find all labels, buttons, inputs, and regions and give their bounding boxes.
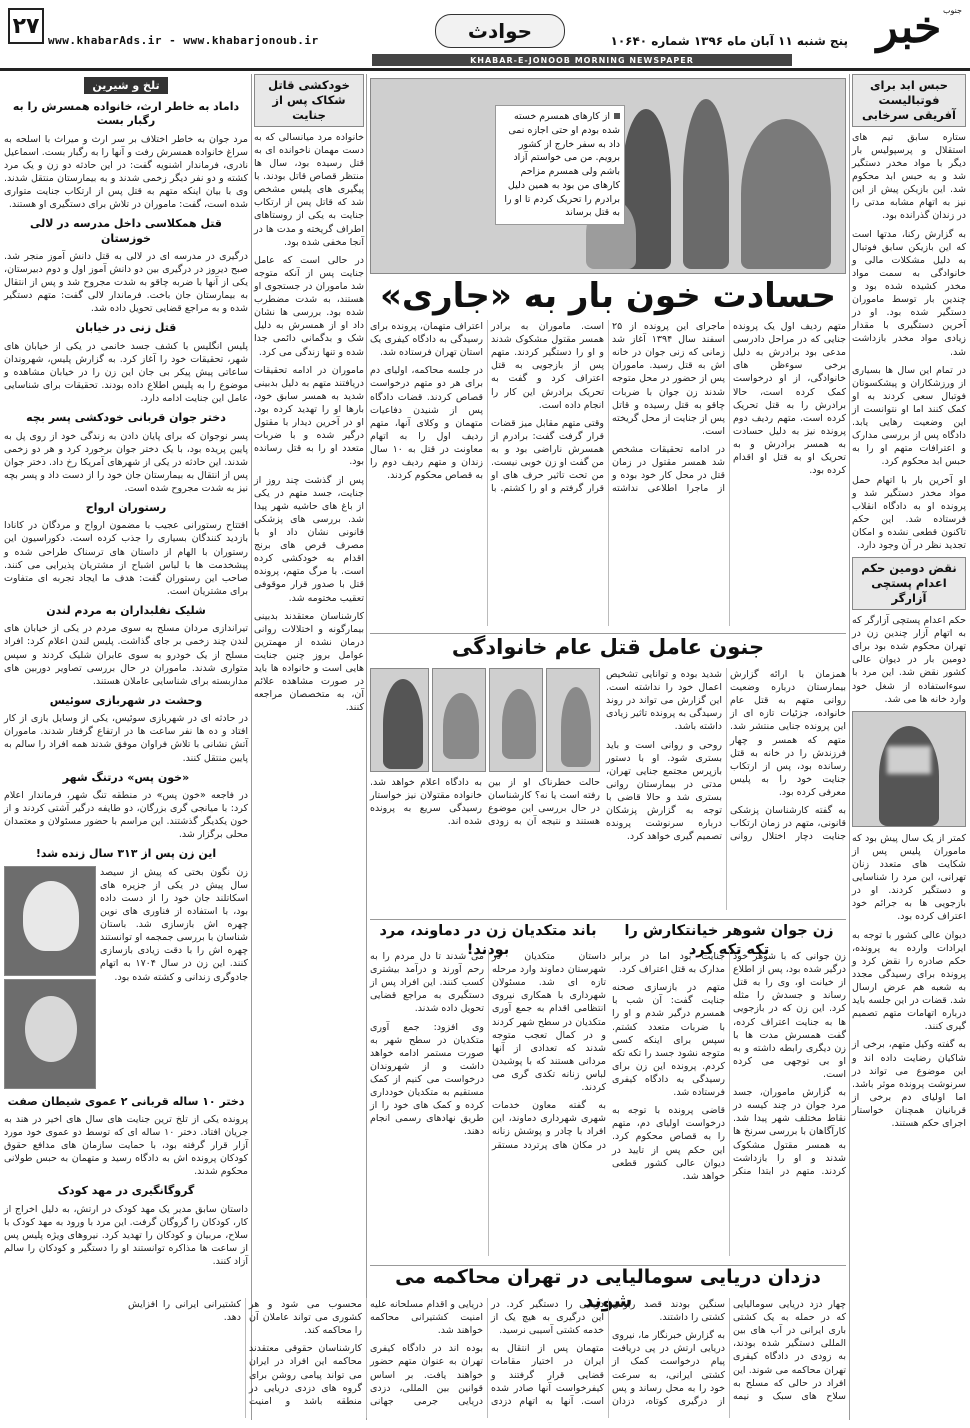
story-paragraph: ماجرای این پرونده از ۲۵ اسفند سال ۱۳۹۴ آغاز شد زمانی که زنی جوان در خانه اش به قتل رسید. ماموران پس از حضور در محل متوجه شدند زن جوان با ضربات چاقو به قتل رسیده و قاتل پس از جنایت از محل گریخته است.: [612, 321, 725, 437]
suspect-photo: [852, 711, 966, 827]
story-paragraph: متهم ردیف اول یک پرونده جنایی که در مراحل دادرسی مدعی بود برادرش به دلیل برخی سوءظن های خانوادگی، از او درخواست کمک کرده است، حالا برادرش را به قتل تحریک کرده است. متهم ردیف دوم پرونده نیز به دلیل حسادت به همسر برادرش و به تحریک او به قتل او اقدام کرده بود.: [733, 321, 846, 477]
pirates-headline: دزدان دریایی سومالیایی در تهران محاکمه می شوند: [395, 1266, 821, 1312]
story-paragraph: کارشناسان حقوقی معتقدند محاکمه این افراد در ایران می تواند پیامی روشن برای گروه های دزدی دریایی در منطقه باشد و امنیت کشتیرانی ایرانی را افزایش دهد.: [128, 1299, 362, 1407]
story-paragraph: متهم در بازسازی صحنه جنایت گفت: آن شب با همسرم درگیر شدم و او را با ضربات متعدد کشتم. سپس برای اینکه کسی متوجه نشود جسد را تکه تکه کردم. پرونده این زن برای رسیدگی به دادگاه کیفری فرستاده شد.: [612, 982, 725, 1099]
item-body: مرد جوان به خاطر اختلاف بر سر ارث و میراث با اسلحه به سراغ خانواده همسرش رفت و آنها را به رگبار بست. اسماعیل نادری، فرماندار اشنویه گفت: در این حادثه دو زن و یک مرد کشته و دو نفر دیگر زخمی شدند و به بیمارستان منتقل شدند. وی با بیان اینکه متهم به قتل پس از ارتکاب جنایت متواری شده است، گفت: ماموران در تلاش برای دستگیری او هستند.: [4, 133, 248, 211]
item-title: داماد به خاطر ارث، خانواده همسرش را به رگبار بست: [12, 100, 240, 128]
item-title: قتل زنی در خیابان: [75, 321, 177, 335]
story-title: خودکشی قاتل شکاک پس از جنایت: [254, 74, 364, 127]
story-paragraph: وقتی متهم مقابل میز قضات قرار گرفت گفت: برادرم از همسرش ناراضی بود و به من گفت او زن خوبی نیست. من تحت تاثیر حرف های او قرار گرفتم و او را کشتم. با اعتراف متهمان، پرونده برای رسیدگی به دادگاه کیفری یک استان تهران فرستاده شد.: [370, 321, 604, 495]
main-headline: حسادت خون بار به «جاری»: [379, 276, 837, 316]
story-paragraph: وی افزود: جمع آوری متکدیان در سطح شهر به صورت مستمر ادامه خواهد داشت و از شهروندان درخواست می کنیم از کمک مستقیم به متکدیان خودداری کرده و کمک های خود را از طریق نهادهای رسمی انجام دهند.: [370, 1021, 484, 1138]
story-paragraph: کمتر از یک سال پیش بود که ماموران پلیس پس از شکایت های متعدد زنان تهرانی، این مرد را شناسایی و دستگیر کردند. او در بازجویی ها به جرائم خود اعتراف کرده بود.: [852, 832, 966, 923]
newspaper-logo: [854, 2, 964, 52]
item-title: شلیک نفلبداران به مردم لندن: [46, 604, 206, 618]
section-title: حوادث: [435, 14, 565, 48]
main-story-photo: [370, 78, 846, 274]
story-paragraph: به گفته وکیل متهم، برخی از شاکیان رضایت داده اند و این موضوع می تواند در سرنوشت پرونده موثر باشد. اما اولیای دم برخی از قربانیان همچنان خواستار اجرای حکم هستند.: [852, 1039, 966, 1130]
left-column: [4, 74, 248, 1420]
list-item: [4, 1184, 248, 1268]
item-title: دختر ۱۰ ساله قربانی ۲ عموی شیطان صفت: [7, 1094, 245, 1108]
item-title: وحشت در شهربازی سوئیس: [49, 693, 203, 707]
logo-text: خبر: [876, 1, 942, 53]
beggars-headline: باند متکدیان زن در دماوند، مرد بودند!: [379, 923, 597, 958]
item-title: رستوران ارواح: [85, 501, 167, 515]
list-item: [4, 604, 248, 688]
husband-body: [612, 950, 846, 1256]
list-item: [4, 217, 248, 315]
pull-quote: از کارهای همسرم خسته شده بودم او حتی اجازه نمی داد به سفر خارج از کشور برویم. من می خواستم آزاد باشم ولی همسرم مزاحم کارهای من بود به همین دلیل برادرم را تحریک کردم تا او را به قتل برساند: [495, 105, 625, 225]
story-paragraph: داستان متکدیان در شهرستان دماوند وارد مرحله تازه ای شد. مسئولان شهرداری با همکاری نیروی انتظامی اقدام به جمع آوری متکدیان در سطح شهر کردند و در کمال تعجب متوجه شدند که تعدادی از آنها مردانی هستند که با پوشیدن لباس زنانه تکدی گری می کردند.: [492, 951, 606, 1094]
list-item: [4, 847, 248, 1088]
divider: [370, 919, 846, 920]
list-item: [4, 321, 248, 405]
story-paragraph: خانواده مرد میانسالی که به دست مهمان ناخوانده ای به قتل رسیده بود، سال ها منتظر قصاص قاتل بودند. با پیگیری های پلیس مشخص شد که قاتل پس از ارتکاب جنایت به یکی از روستاهای اطراف گریخته و مدت ها در آنجا مخفی شده بود.: [254, 131, 364, 248]
header-divider: [0, 68, 970, 71]
story-paragraph: زن جوانی که با شوهر خود درگیر شده بود، پس از اطلاع از خیانت او، وی را به قتل رساند و جسدش را مثله کرد. این زن که در بازجویی ها به جنایت اعتراف کرده، گفت همسرش مدت ها با زن دیگری رابطه داشته و به او بی توجهی می کرده است.: [733, 951, 846, 1080]
story-paragraph: در جلسه محاکمه، اولیای دم برای هر دو متهم درخواست قصاص کردند. قضات دادگاه پس از شنیدن دفاعیات متهمان و وکلای آنها، متهم ردیف اول را به اتهام معاونت در قتل به ۱۰ سال زندان و متهم ردیف دوم را به قصاص محکوم کردند.: [370, 365, 483, 482]
story-paragraph: قاضی پرونده با توجه به درخواست اولیای دم، متهم را به قصاص محکوم کرد. این حکم پس از تایید در دیوان عالی کشور قطعی خواهد شد.: [612, 1105, 725, 1182]
story-paragraph: به گفته معاون خدمات شهری شهرداری دماوند، این افراد با چادر و پوشش زنانه در مکان های پرتردد مستقر می شدند تا دل مردم را به رحم آورند و درآمد بیشتری کسب کنند. این افراد پس از دستگیری به مراجع قضایی تحویل داده شدند.: [370, 951, 606, 1151]
story-paragraph: در ادامه تحقیقات مشخص شد همسر مقتول در زمان قتل در محل کار خود بوده و از ماجرا اطلاعی نداشته است. ماموران به برادر همسر مقتول مشکوک شدند و او را دستگیر کردند. متهم پس از بازجویی به قتل اعتراف کرد و گفت به تحریک برادرش این کار را انجام داده است.: [491, 321, 725, 495]
english-banner: KHABAR-E-JONOOB MORNING NEWSPAPER: [372, 54, 792, 66]
story-paragraph: دیوان عالی کشور با توجه به ایرادات وارده به پرونده، حکم صادره را نقض کرد و پرونده برای رسیدگی مجدد به شعبه هم عرض ارسال شد. قضات در این جلسه باید درباره اتهامات متهم تصمیم گیری کنند.: [852, 929, 966, 1033]
column-divider: [366, 74, 367, 1420]
logo-subtext: جنوب: [942, 6, 962, 15]
column-tab: تلخ و شیرین: [84, 77, 167, 94]
story-paragraph: بوده اند در دادگاه کیفری تهران به عنوان متهم حضور خواهند یافت. بر اساس قوانین بین المللی، دزدی دریایی جرمی جهانی محسوب می شود و هر کشوری می تواند عاملان آن را محاکمه کند.: [249, 1299, 483, 1407]
item-body: درگیری در مدرسه ای در لالی به قتل دانش آموز منجر شد. صبح دیروز در درگیری بین دو دانش آموز اول و دوم دبیرستان، یکی از آنها با ضربه چاقو به شدت مجروح شد و پس از انتقال به بیمارستان جان باخت. فرماندار لالی گفت: متهم دستگیر شده و به مراجع قضایی تحویل داده شد.: [4, 250, 248, 315]
column-divider: [849, 74, 850, 1420]
story-paragraph: در حالی است که عامل جنایت پس از آنکه متوجه شد ماموران در جستجوی او هستند، به شدت مضطرب شده بود. بررسی ها نشان داد او از همسرش به دلیل شک و بدگمانی دائمی جدا شده و تنها زندگی می کرد.: [254, 254, 364, 358]
blurred-face: [887, 746, 931, 774]
item-body: زن نگون بختی که پیش از سیصد سال پیش در یکی از جزیره های اسکاتلند جان خود را از دست داده بود، با استفاده از فناوری های نوین چهره اش بازسازی شد. باستان شناسان با بررسی جمجمه او توانستند چهره اش را با دقت زیادی بازسازی کنند. این زن در سال ۱۷۰۴ به اتهام جادوگری زندانی و کشته شده بود.: [100, 866, 249, 983]
item-body: داستان سابق مدیر یک مهد کودک در ارتش، به دلیل اخراج از کار، کودکان را گروگان گرفت. این مرد با ورود به مهد کودک با سلاح، مربیان و کودکان را تهدید کرد. نیروهای ویژه پلیس پس از ساعت ها مذاکره توانستند او را دستگیر و کودکان را سالم آزاد کنند.: [4, 1203, 248, 1268]
story-paragraph: او آخرین بار با اتهام حمل مواد مخدر دستگیر شد و پرونده او به دادگاه انقلاب فرستاده شد. این حکم تاکنون قطعی نشده و امکان تجدید نظر در آن وجود دارد.: [852, 474, 966, 552]
suicide-story: [254, 74, 364, 1420]
story-paragraph: چهار دزد دریایی سومالیایی که در حمله به یک کشتی باری ایرانی در آب های بین المللی دستگیر شده بودند، به زودی در دادگاه کیفری تهران محاکمه می شوند. این افراد در حالی که مسلح به سلاح های سبک و نیمه سنگین بودند قصد ربودن کشتی را داشتند.: [612, 1299, 846, 1402]
story-paragraph: پس از گذشت چند روز از جنایت، جسد متهم در یکی از باغ های حاشیه شهر پیدا شد. بررسی های پزشکی قانونی نشان داد او با مصرف قرص های برنج اقدام به خودکشی کرده است. با مرگ متهم، پرونده قتل با صدور قرار موقوفی تعقیب مختومه شد.: [254, 474, 364, 604]
mother-photo: [370, 668, 429, 772]
skull-photo: [4, 866, 96, 976]
item-title: دختر جوان قربانی خودکشی پسر بچه: [26, 411, 226, 425]
story-paragraph: ماموران در ادامه تحقیقات دریافتند متهم به دلیل بدبینی شدید به همسر سابق خود، بارها او را تهدید کرده بود. او در آخرین دیدار با مقتول درگیر شده و با ضربات متعدد او را به قتل رسانده بود.: [254, 364, 364, 468]
item-title: این زن پس از ۳۱۳ سال زنده شد!: [35, 847, 217, 861]
list-item: [4, 771, 248, 842]
skull-icon: [23, 881, 79, 951]
story-paragraph: به گفته کارشناسان پزشکی قانونی، متهم در زمان ارتکاب جنایت دچار اختلال روانی شدید بوده و توانایی تشخیص اعمال خود را نداشته است. این گزارش می تواند در روند رسیدگی به پرونده تاثیر زیادی داشته باشد.: [606, 669, 846, 843]
beggars-body: [370, 950, 606, 1256]
husband-headline: زن جوان شوهر خیانتکارش را تکه تکه کرد: [624, 923, 834, 958]
story-paragraph: حکم اعدام پستچی آزارگر که به اتهام آزار چندین زن در تهران محکوم شده بود برای دومین بار در دیوان عالی کشور نقض شد. این مرد با سوءاستفاده از شغل خود وارد خانه ها می شد.: [852, 615, 966, 705]
list-item: [4, 694, 248, 765]
person-figure: [741, 119, 831, 269]
person-figure: [383, 679, 423, 769]
story-paragraph: به گزارش خبرنگار ما، نیروی دریایی ارتش در پی دریافت پیام درخواست کمک از کشتی ایرانی، به سرعت خود را به محل رساند و پس از درگیری کوتاه، دزدان دریایی را دستگیر کرد. در این درگیری به هیچ یک از خدمه کشتی آسیبی نرسید.: [491, 1299, 725, 1407]
right-column: [852, 74, 966, 1420]
main-story-body: [370, 320, 846, 626]
item-title: گروگانگیری در مهد کودک: [57, 1184, 195, 1198]
madness-body: [606, 668, 846, 910]
column-divider: [251, 74, 252, 1420]
story-paragraph: همزمان با ارائه گزارش بیمارستان درباره وضعیت روانی متهم به قتل عام خانواده، جزئیات تازه ای از این پرونده جنایی منتشر شد. متهم که همسر و چهار فرزندش را در خانه به قتل رسانده بود، پس از ارتکاب جنایت خود را به پلیس معرفی کرده بود.: [730, 669, 846, 798]
item-body: پلیس انگلیس با کشف جسد خانمی در یکی از خیابان های شهر، تحقیقات خود را آغاز کرد. به گزارش پلیس، شهروندان ساعاتی پیش پیکر بی جان این زن را در خیابان مشاهده و موضوع را به پلیس اطلاع داده بودند. تحقیقات برای شناسایی عامل این جنایت ادامه دارد.: [4, 340, 248, 405]
item-body: پسر نوجوان که برای پایان دادن به زندگی خود از روی پل به پایین پریده بود، با یک دختر جوان برخورد کرد و هر دو زخمی شدند. این حادثه در یکی از شهرهای آمریکا رخ داد. دختر جوان پس از انتقال به بیمارستان جان خود را از دست داد و پسر بچه نیز به شدت مجروح شده است.: [4, 430, 248, 494]
person-figure: [879, 726, 939, 826]
madness-headline: جنون عامل قتل عام خانوادگی: [451, 635, 765, 659]
family-photos: [370, 668, 600, 772]
item-body: افتتاح رستورانی عجیب با مضمون ارواح و مردگان در کانادا بازدید کنندگان بسیاری را جذب کرده است. دکوراسیون این رستوران با الهام از داستان های ترسناک طراحی شده و پیشخدمت ها با لباس اشباح از مشتریان پذیرایی می کنند. صاحب این رستوران گفت: هدف ما ایجاد تجربه ای متفاوت برای مشتریان است.: [4, 520, 248, 597]
quote-bullet-icon: [614, 113, 620, 119]
child-photo: [432, 668, 486, 772]
item-body: تیراندازی مردان مسلح به سوی مردم در یکی از خیابان های لندن چند زخمی بر جای گذاشت. پلیس لندن اعلام کرد: افراد مسلح از یک خودرو به سوی عابران شلیک کردند و سپس متواری شدند. ماموران در حال بررسی تصاویر دوربین های مداربسته برای شناسایی عاملان هستند.: [4, 623, 248, 687]
person-figure: [683, 99, 729, 269]
item-body: در فاجعه «خون پس» در منطقه تنگ شهر، فرماندار اعلام کرد: با میانجی گری بزرگان، دو طایفه درگیر آشتی کردند و از خون یکدیگر گذشتند. این مراسم با حضور مسئولان و معتمدان محلی برگزار شد.: [4, 789, 248, 841]
item-body: در حادثه ای در شهربازی سوئیس، یکی از وسایل بازی از کار افتاد و ده ها نفر ساعت ها در ارتفاع گرفتار شدند. ماموران آتش نشانی با تلاش فراوان موفق شدند همه افراد را سالم به پایین منتقل کنند.: [4, 713, 248, 764]
site-url[interactable]: www.khabarAds.ir - www.khabarjonoub.ir: [48, 34, 319, 47]
item-title: «خون پس» درتنگ شهر: [62, 770, 190, 784]
item-title: قتل همکلاسی داخل مدرسه در لالی خوزستان: [30, 217, 222, 245]
person-figure: [502, 689, 536, 759]
face-icon: [25, 996, 77, 1062]
list-item: [4, 501, 248, 598]
story-paragraph: کارشناسان معتقدند بدبینی بیمارگونه و اختلالات روانی درمان نشده از مهمترین عوامل بروز چنین جنایت هایی است و خانواده ها باید در صورت مشاهده علائم آن، به متخصصان مراجعه کنند.: [254, 610, 364, 714]
person-figure: [561, 687, 591, 767]
pirates-body: [128, 1298, 846, 1418]
child-photo: [546, 668, 600, 772]
story-title: نقض دومین حکم اعدام پستچی آزارگر: [852, 557, 966, 610]
list-item: [4, 1095, 248, 1179]
issue-date: پنج شنبه ۱۱ آبان ماه ۱۳۹۶ شماره ۱۰۶۴۰: [610, 34, 848, 48]
story-paragraph: در تمام این سال ها بسیاری از ورزشکاران و پیشکسوتان فوتبال سعی کردند به او کمک کنند اما او نتوانست از این وضعیت رهایی یابد. دادگاه پس از بررسی مدارک و اعترافات متهم او را به حبس ابد محکوم کرد.: [852, 364, 966, 468]
story-paragraph: به گزارش ماموران، جسد مرد جوان در چند کیسه در نقاط مختلف شهر پیدا شد. کارآگاهان با بررسی سرنخ ها به همسر مقتول مشکوک شدند و او را بازداشت کردند. متهم در ابتدا منکر جنایت بود اما در برابر مدارک به قتل اعتراف کرد.: [612, 951, 846, 1177]
story-paragraph: به گزارش رکنا، مدتها است که این بازیکن سابق فوتبال به دلیل مشکلات مالی و خانوادگی به سمت مواد مخدر کشیده شده بود و چندین بار توسط ماموران دستگیر شده بود. او در آخرین دستگیری با مقدار زیادی مواد مخدر بازداشت شد.: [852, 228, 966, 358]
madness-body-cont: حالت خطرناک او از بین رفته است یا نه؟ کارشناسان در حال بررسی این موضوع هستند و نتیجه آن به زودی به دادگاه اعلام خواهد شد. خانواده مقتولان نیز خواستار رسیدگی سریع به پرونده شده اند.: [370, 777, 600, 828]
child-photo: [489, 668, 543, 772]
person-figure: [443, 693, 479, 759]
list-item: [4, 100, 248, 211]
face-reconstruction-photo: [4, 979, 96, 1089]
masthead: [0, 0, 970, 58]
page-number: ۲۷: [8, 8, 44, 44]
item-body: پرونده یکی از تلخ ترین جنایت های سال های اخیر در هند به جریان افتاد. دختر ۱۰ ساله ای که توسط دو عموی خود مورد آزار قرار گرفته بود، با حمایت سازمان های مدافع حقوق کودکان پرونده اش به دادگاه رسید و متهمان به حبس طولانی محکوم شدند.: [4, 1113, 249, 1178]
story-paragraph: روحی و روانی است و باید بستری شود. او با دستور بازپرس مجتمع جنایی تهران، مدتی در بیمارستان روانی بستری شد و حالا قاضی با توجه به گزارش پزشکان درباره سرنوشت پرونده تصمیم گیری خواهد کرد.: [606, 739, 722, 843]
story-paragraph: متهمان پس از انتقال به ایران در اختیار مقامات قضایی قرار گرفتند و کیفرخواست آنها صادر شده است. آنها به اتهام دزدی دریایی و اقدام مسلحانه علیه امنیت کشتیرانی محاکمه خواهند شد.: [370, 1299, 604, 1407]
list-item: [4, 411, 248, 495]
story-paragraph: ستاره سابق تیم های استقلال و پرسپولیس بار دیگر با مواد مخدر دستگیر شد و به حبس ابد محکوم شد. این بازیکن پیش از این نیز به اتهام مشابه مدتی را در زندان گذرانده بود.: [852, 131, 966, 222]
story-title: حبس ابد برای فوتبالیست آفریقی سرخابی: [852, 74, 966, 127]
